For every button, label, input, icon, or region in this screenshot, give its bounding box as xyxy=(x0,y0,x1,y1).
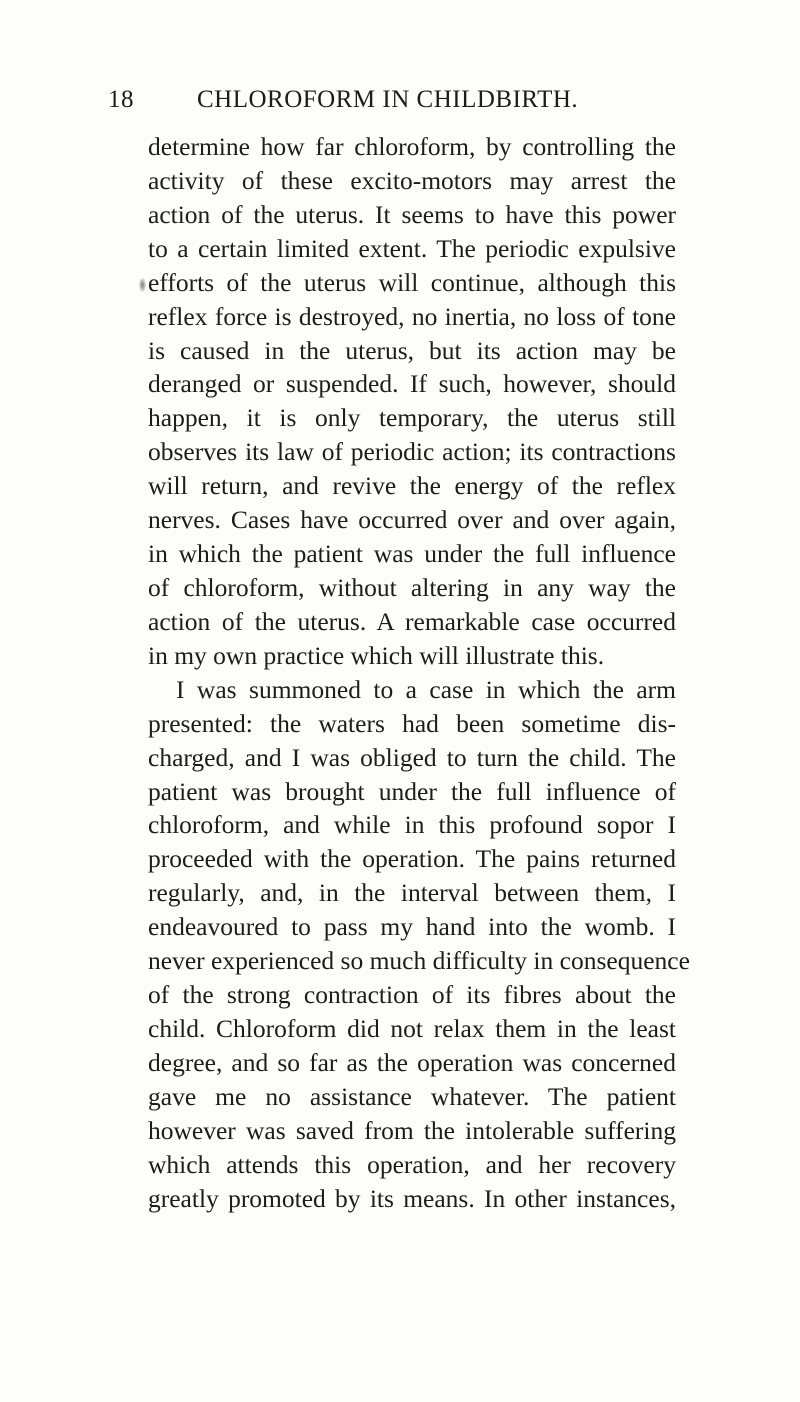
paragraph-start-line: I was summoned to a case in which the arm xyxy=(176,674,676,704)
text-line: happen, it is only temporary, the uterus still xyxy=(148,403,676,433)
text-line: patient was brought under the full influence of xyxy=(148,776,676,806)
text-line: is caused in the uterus, but its action may be xyxy=(148,335,676,365)
text-line: reflex force is destroyed, no inertia, no loss of tone xyxy=(148,301,676,331)
text-line: greatly promoted by its means. In other instances, xyxy=(148,1183,676,1213)
text-line: nerves. Cases have occurred over and over again, xyxy=(148,505,676,535)
text-line: deranged or suspended. If such, however, should xyxy=(148,369,676,399)
text-line: action of the uterus. It seems to have this power xyxy=(148,199,676,229)
text-line: efforts of the uterus will continue, although this xyxy=(148,267,676,297)
text-line: chloroform, and while in this profound sopor I xyxy=(148,810,676,840)
text-line: regularly, and, in the interval between them, I xyxy=(148,878,676,908)
text-line: gave me no assistance whatever. The patient xyxy=(148,1081,676,1111)
text-line: degree, and so far as the operation was concerned xyxy=(148,1047,676,1077)
running-title: CHLOROFORM IN CHILDBIRTH. xyxy=(197,86,579,113)
text-line: determine how far chloroform, by controlling the xyxy=(148,132,676,161)
text-line: in my own practice which will illustrate this. xyxy=(148,640,605,670)
text-line: endeavoured to pass my hand into the womb. I xyxy=(148,912,676,942)
text-line: action of the uterus. A remarkable case occurred xyxy=(148,606,676,636)
text-line: which attends this operation, and her recovery xyxy=(148,1149,676,1179)
page-number: 18 xyxy=(108,86,134,113)
body-text xyxy=(148,130,690,1216)
text-line: however was saved from the intolerable suffering xyxy=(148,1115,676,1145)
text-line: child. Chloroform did not relax them in the least xyxy=(148,1013,676,1043)
text-line: of the strong contraction of its fibres about the xyxy=(148,980,676,1010)
text-line: never experienced so much difficulty in consequence xyxy=(148,946,690,976)
text-line: in which the patient was under the full influence xyxy=(148,539,676,569)
text-line: of chloroform, without altering in any way the xyxy=(148,572,676,602)
text-line: proceeded with the operation. The pains returned xyxy=(148,844,676,874)
text-line: activity of these excito-motors may arrest the xyxy=(148,165,676,195)
text-line: observes its law of periodic action; its contractions xyxy=(148,437,676,467)
text-line: will return, and revive the energy of the reflex xyxy=(148,471,676,501)
text-line: to a certain limited extent. The periodic expulsive xyxy=(148,233,676,263)
margin-ink-speck xyxy=(139,278,146,292)
text-line: charged, and I was obliged to turn the child. The xyxy=(148,742,676,772)
text-line: presented: the waters had been sometime dis- xyxy=(148,708,676,738)
page-header xyxy=(108,86,670,118)
